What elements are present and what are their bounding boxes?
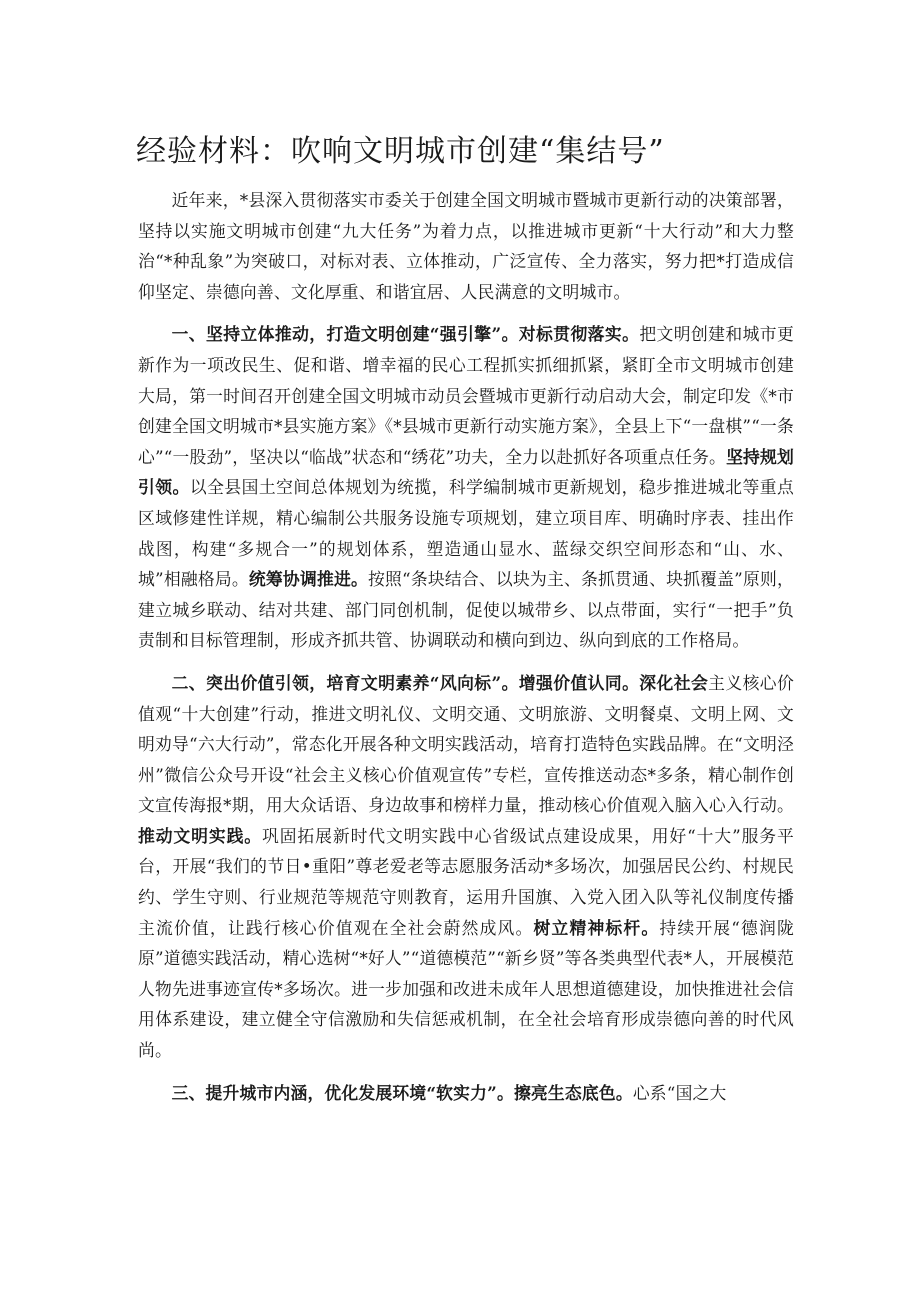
section-1-sub1-label: 对标贯彻落实。 <box>518 324 640 345</box>
section-1-sub2-text: 以全县国土空间总体规划为统揽，科学编制城市更新规划，稳步推进城北等重点区域修建性详规，精心编制公共服务设施专项规划，建立项目库、明确时序表、挂出作战图，构建“多规合一”的规划体系，塑造通山显水、蓝绿交织空间形态和“山、水、城”相融格局。 <box>138 477 794 590</box>
section-1-sub3-text: 按照“条块结合、以块为主、条抓贯通、块抓覆盖”原则，建立城乡联动、结对共建、部门同创机制，促使以城带乡、以点带面，实行“一把手”负责制和目标管理制，形成齐抓共管、协调联动和横向到边、纵向到底的工作格局。 <box>138 569 794 651</box>
section-3-sub1-text: 心系“国之大 <box>632 1082 727 1103</box>
document-title: 经验材料：吹响文明城市创建“集结号” <box>136 134 665 169</box>
section-2-sub3-text: 持续开展“德润陇原”道德实践活动，精心选树“*好人”“道德模范”“新乡贤”等各类典型代表*人，开展模范人物先进事迹宣传*多场次。进一步加强和改进未成年人思想道德建设，加快推进社会信用体系建设，建立健全守信激励和失信惩戒机制，在全社会培育形成崇德向善的时代风尚。 <box>138 917 794 1061</box>
intro-paragraph: 近年来，*县深入贯彻落实市委关于创建全国文明城市暨城市更新行动的决策部署，坚持以实施文明城市创建“九大任务”为着力点，以推进城市更新“十大行动”和大力整治“*种乱象”为突破口，对标对表、立体推动，广泛宣传、全力落实，努力把*打造成信仰坚定、崇德向善、文化厚重、和谐宜居、人民满意的文明城市。 <box>138 190 794 302</box>
section-1-sub3-label: 统筹协调推进。 <box>248 569 369 590</box>
section-3-paragraph <box>138 1078 794 1109</box>
section-1-sub2-label: 坚持规划引领。 <box>138 446 795 498</box>
section-1-heading: 一、坚持立体推动，打造文明创建“强引擎”。 <box>171 324 519 345</box>
section-2-sub1-label: 增强价值认同。深化社会 <box>518 672 709 693</box>
section-1-paragraph <box>138 319 794 656</box>
section-3-heading: 三、提升城市内涵，优化发展环境“软实力”。 <box>171 1082 514 1103</box>
section-2-sub2-text: 巩固拓展新时代文明实践中心省级试点建设成果，用好“十大”服务平台，开展“我们的节日•重阳”尊老爱老等志愿服务活动*多场次，加强居民公约、村规民约、学生守则、行业规范等规范守则教育，运用升国旗、入党入团入队等礼仪制度传播主流价值，让践行核心价值观在全社会蔚然成风。 <box>138 825 794 938</box>
section-2-sub1-text: 主义核心价值观“十大创建”行动，推进文明礼仪、文明交通、文明旅游、文明餐桌、文明上网、文明劝导“六大行动”，常态化开展各种文明实践活动，培育打造特色实践品牌。在“文明泾州”微信公众号开设“社会主义核心价值观宣传”专栏，宣传推送动态*多条，精心制作创文宣传海报*期，用大众话语、身边故事和榜样力量，推动核心价值观入脑入心入行动。 <box>138 672 794 816</box>
section-2-sub3-label: 树立精神标杆。 <box>533 917 660 938</box>
section-3-sub1-label: 擦亮生态底色。 <box>513 1082 633 1103</box>
section-1-sub1-text: 把文明创建和城市更新作为一项改民生、促和谐、增幸福的民心工程抓实抓细抓紧，紧盯全市文明城市创建大局，第一时间召开创建全国文明城市动员会暨城市更新行动启动大会，制定印发《*市创建全国文明城市*县实施方案》《*县城市更新行动实施方案》，全县上下“一盘棋”“一条心”“一股劲”，坚决以“临战”状态和“绣花”功夫，全力以赴抓好各项重点任务。 <box>138 324 794 467</box>
document-body <box>138 185 794 1120</box>
section-2-sub2-label: 推动文明实践。 <box>138 825 262 846</box>
section-2-paragraph <box>138 668 794 1066</box>
section-2-heading: 二、突出价值引领，培育文明素养“风向标”。 <box>171 672 519 693</box>
